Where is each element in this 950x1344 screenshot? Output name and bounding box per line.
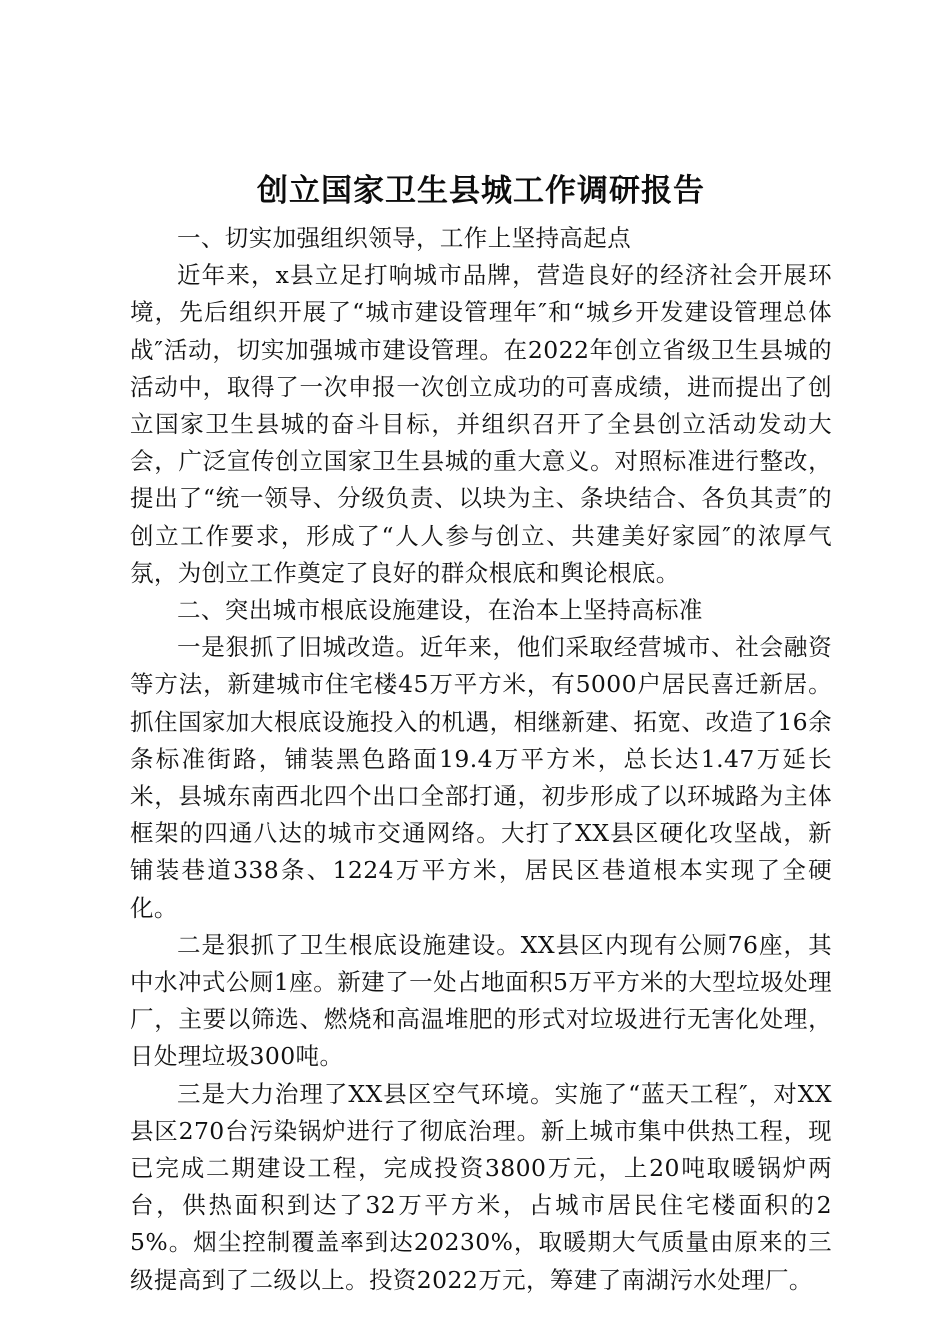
section-2-paragraph-air: 三是大力治理了XX县区空气环境。实施了“蓝天工程″，对XX县区270台污染锅炉进行了彻底治理。新上城市集中供热工程，现已完成二期建设工程，完成投资3800万元，上20吨取暖锅炉两台，供热面积到达了32万平方米，占城市居民住宅楼面积的25%。烟尘控制覆盖率到达20230%，取暖期大气质量由原来的三级提高到了二级以上。投资2022万元，筹建了南湖污水处理厂。 bbox=[130, 1079, 832, 1294]
section-2-paragraph-old-city: 一是狠抓了旧城改造。近年来，他们采取经营城市、社会融资等方法，新建城市住宅楼45万平方米，有5000户居民喜迁新居。抓住国家加大根底设施投入的机遇，相继新建、拓宽、改造了16余条标准街路，铺装黑色路面19.4万平方米，总长达1.47万延长米，县城东南西北四个出口全部打通，初步形成了以环城路为主体框架的四通八达的城市交通网络。大打了XX县区硬化攻坚战，新铺装巷道338条、1224万平方米，居民区巷道根本实现了全硬化。 bbox=[130, 633, 832, 922]
section-2-paragraph-sanitation: 二是狠抓了卫生根底设施建设。XX县区内现有公厕76座，其中水冲式公厕1座。新建了一处占地面积5万平方米的大型垃圾处理厂，主要以筛选、燃烧和高温堆肥的形式对垃圾进行无害化处理，日处理垃圾300吨。 bbox=[130, 930, 832, 1071]
section-1-paragraph: 近年来，x县立足打响城市品牌，营造良好的经济社会开展环境，先后组织开展了“城市建设管理年″和“城乡开发建设管理总体战″活动，切实加强城市建设管理。在2022年创立省级卫生县城的活动中，取得了一次申报一次创立成功的可喜成绩，进而提出了创立国家卫生县城的奋斗目标，并组织召开了全县创立活动发动大会，广泛宣传创立国家卫生县城的重大意义。对照标准进行整改，提出了“统一领导、分级负责、以块为主、条块结合、各负其责″的创立工作要求，形成了“人人参与创立、共建美好家园″的浓厚气氛，为创立工作奠定了良好的群众根底和舆论根底。 bbox=[130, 261, 832, 587]
document-title: 创立国家卫生县城工作调研报告 bbox=[257, 173, 705, 209]
section-2-heading: 二、突出城市根底设施建设，在治本上坚持高标准 bbox=[177, 596, 703, 625]
section-1-heading: 一、切实加强组织领导，工作上坚持高起点 bbox=[177, 224, 632, 252]
